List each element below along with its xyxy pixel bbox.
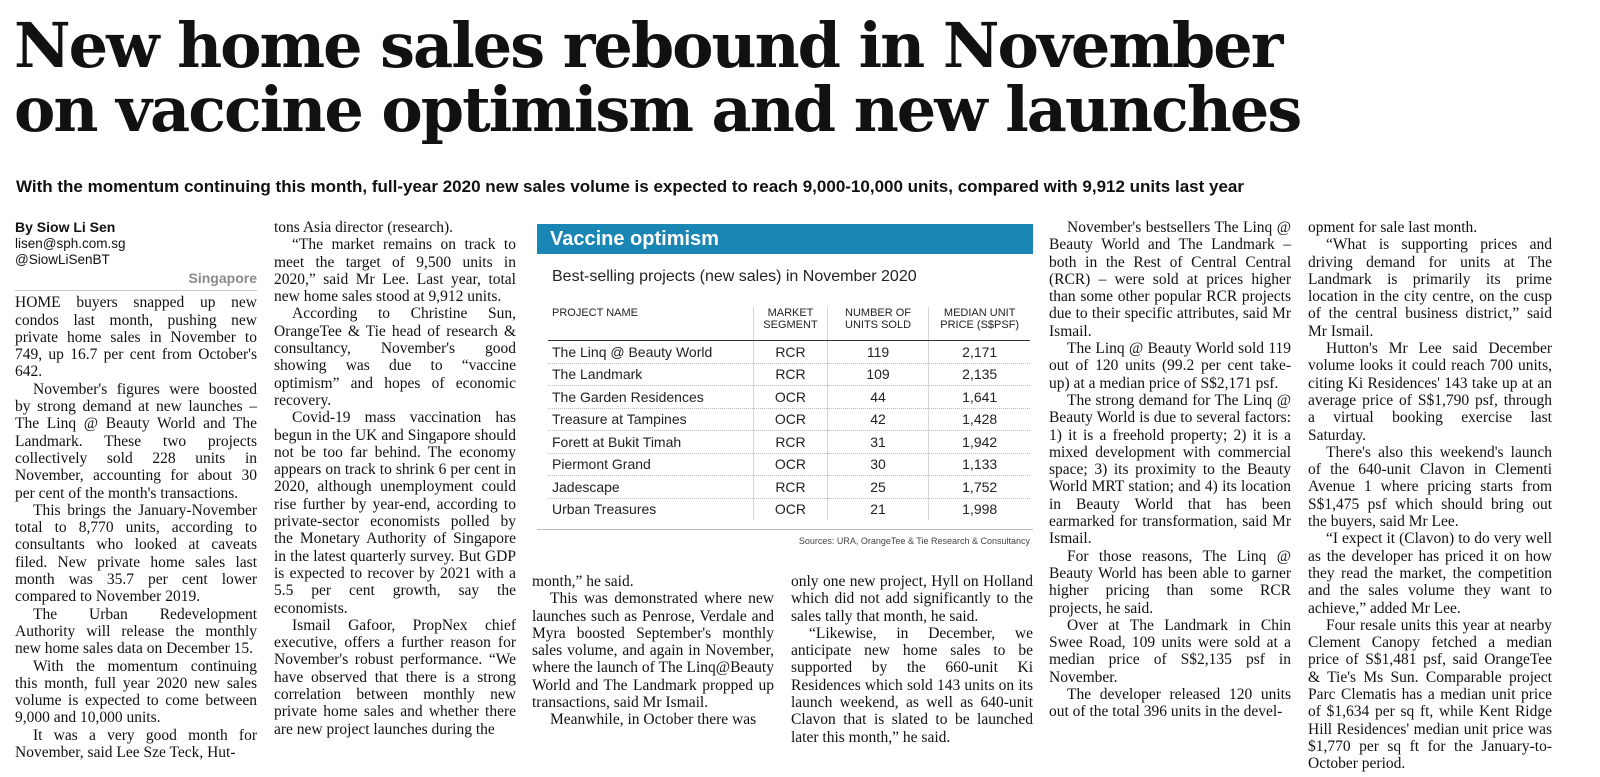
article-paragraph: The developer released 120 units out of the total 396 units in the devel- <box>1049 686 1291 721</box>
column-header-units-sold: NUMBER OF UNITS SOLD <box>827 307 929 341</box>
article-paragraph: opment for sale last month. <box>1308 219 1478 236</box>
units-sold-cell: 21 <box>827 498 929 520</box>
article-paragraph: The Linq @ Beauty World sold 119 out of 120 units (99.2 per cent take-up) at a median price of S$2,171 psf. <box>1049 340 1291 392</box>
median-price-cell: 2,135 <box>929 363 1030 386</box>
project-name-cell: Urban Treasures <box>552 501 657 518</box>
headline <box>14 9 1514 146</box>
column-4-body <box>791 573 1033 746</box>
article-column-4 <box>791 573 1033 746</box>
article-paragraph: only one new project, Hyll on Holland which did not add significantly to the sales tally that month, he said. <box>791 573 1033 625</box>
median-price-cell: 1,998 <box>929 498 1030 520</box>
article-paragraph: November's figures were boosted by strong demand at new launches – The Linq @ Beauty World and The Landmark. These two projects collectively sold 228 units in November, accounting for about 30 per cent of the month's transactions. <box>15 380 257 502</box>
graphic-title: Vaccine optimism <box>537 224 1033 254</box>
article-paragraph: It was a very good month for November, said Lee Sze Teck, Hut- <box>15 726 257 762</box>
units-sold-cell: 44 <box>827 386 929 409</box>
byline-handle: @SiowLiSenBT <box>15 252 110 267</box>
project-name-cell: Forett at Bukit Timah <box>548 431 754 454</box>
article-paragraph: Covid-19 mass vaccination has begun in the UK and Singapore should not be too far behind. The economy appears on track to shrink 6 per cent in 2020, although unemployment could rise further by year-end, according to private-sector economists polled by the Monetary Authority of Singapore in the latest quarterly survey. But GDP is expected to recover by 2021 with a 5.5 per cent growth, say the economists. <box>274 409 516 617</box>
standfirst: With the momentum continuing this month, full-year 2020 new sales volume is expected to reach 9,000-10,000 units, compared with 9,912 units last year <box>16 177 1244 196</box>
byline-rule <box>15 290 257 291</box>
table-row <box>548 386 1030 409</box>
market-segment-cell: OCR <box>754 453 827 476</box>
byline <box>15 219 257 268</box>
dateline: Singapore <box>188 270 257 286</box>
units-sold-cell: 42 <box>827 408 929 431</box>
article-paragraph: The strong demand for The Linq @ Beauty World is due to several factors: 1) it is a freehold property; 2) it is a mixed development with commercial space; 3) its proximity to the Beauty World MRT station; and 4) its location in Beauty World that has been earmarked for transformation, said Mr Ismail. <box>1049 391 1291 548</box>
column-1-body <box>15 294 257 761</box>
median-price-cell: 2,171 <box>929 341 1030 364</box>
table-row <box>548 408 1030 431</box>
headline-line-1: New home sales rebound in November <box>14 9 1282 82</box>
market-segment-cell: RCR <box>754 341 827 364</box>
headline-line-2: on vaccine optimism and new launches <box>14 73 1301 146</box>
article-paragraph: Over at The Landmark in Chin Swee Road, 109 units were sold at a median price of S$2,135 psf in November. <box>1049 616 1291 686</box>
article-paragraph: November's bestsellers The Linq @ Beauty World and The Landmark – both in the Rest of Central Central (RCR) – were sold at prices higher than some other popular RCR projects due to their specific attributes, said Mr Ismail. <box>1049 219 1291 340</box>
article-paragraph: “What is supporting prices and driving demand for units at The Landmark is primarily its prime location in the city centre, on the cusp of the central business district,” said Mr Ismail. <box>1308 236 1552 340</box>
market-segment-cell: OCR <box>754 386 827 409</box>
article-paragraph: month,” he said. <box>532 573 634 590</box>
column-header-project-name: PROJECT NAME <box>548 307 754 341</box>
median-price-cell: 1,428 <box>929 408 1030 431</box>
project-name-cell: The Landmark <box>548 363 754 386</box>
units-sold-cell: 25 <box>827 476 929 499</box>
units-sold-cell: 30 <box>827 453 929 476</box>
project-name-cell: Treasure at Tampines <box>548 408 754 431</box>
article-column-2 <box>274 219 516 738</box>
byline-email: lisen@sph.com.sg <box>15 236 126 251</box>
graphic-source: Sources: URA, OrangeTee & Tie Research & Consultancy <box>798 536 1030 546</box>
market-segment-cell: RCR <box>754 476 827 499</box>
article-paragraph: Ismail Gafoor, PropNex chief executive, offers a further reason for November's robust performance. “We have observed that there is a strong correlation between monthly new private home sales and whether there are new project launches during the <box>274 616 516 738</box>
vaccine-optimism-graphic <box>537 224 1033 551</box>
table-header-row <box>548 307 1030 341</box>
column-5-body <box>1049 219 1291 721</box>
units-sold-cell: 119 <box>827 341 929 364</box>
article-paragraph: There's also this weekend's launch of the 640-unit Clavon in Clementi Avenue 1 where pricing starts from S$1,475 psf which should bring out the buyers, said Mr Lee. <box>1308 443 1552 531</box>
project-name-cell: The Linq @ Beauty World <box>548 341 754 364</box>
table-row <box>548 431 1030 454</box>
article-paragraph: The Urban Redevelopment Authority will release the monthly new home sales data on December 15. <box>15 605 257 658</box>
article-paragraph: tons Asia director (research). <box>274 219 454 236</box>
units-sold-cell: 31 <box>827 431 929 454</box>
best-selling-projects-table <box>548 307 1030 520</box>
table-body <box>548 341 1030 521</box>
table-row <box>548 363 1030 386</box>
table-row <box>548 498 1030 520</box>
article-paragraph: “The market remains on track to meet the target of 9,500 units in 2020,” said Mr Lee. Last year, total new home sales stood at 9,912 units. <box>274 236 516 306</box>
project-name-cell: Jadescape <box>548 476 754 499</box>
column-2-body <box>274 219 516 738</box>
column-header-median-price: MEDIAN UNIT PRICE (S$PSF) <box>929 307 1030 341</box>
article-column-6 <box>1308 219 1552 773</box>
article-paragraph: According to Christine Sun, OrangeTee & Tie head of research & consultancy, November's good showing was due to “vaccine optimism” and hopes of economic recovery. <box>274 305 516 409</box>
graphic-subtitle: Best-selling projects (new sales) in November 2020 <box>552 268 917 285</box>
article-paragraph: Four resale units this year at nearby Clement Canopy fetched a median price of S$1,481 psf, said OrangeTee & Tie's Ms Sun. Comparable project Parc Clematis has a median unit price of $1,634 per sq ft, while Kent Ridge Hill Residences' median unit price was $1,770 per sq ft for the January-to-October period. <box>1308 616 1552 773</box>
article-paragraph: HOME buyers snapped up new condos last month, pushing new private home sales in November to 749, up 16.7 per cent from October's 642. <box>15 294 257 381</box>
market-segment-cell: RCR <box>754 431 827 454</box>
column-6-body <box>1308 219 1552 773</box>
article-paragraph: “Likewise, in December, we anticipate new home sales to be supported by the 660-unit Ki Residences which sold 143 units on its launch weekend, as well as 640-unit Clavon that is slated to be launched later this month,” he said. <box>791 624 1033 746</box>
article-paragraph: With the momentum continuing this month, full year 2020 new sales volume is expected to come between 9,000 and 10,000 units. <box>15 657 257 727</box>
units-sold-cell: 109 <box>827 363 929 386</box>
article-column-3 <box>532 573 774 729</box>
median-price-cell: 1,752 <box>929 476 1030 499</box>
median-price-cell: 1,641 <box>929 386 1030 409</box>
article-paragraph: For those reasons, The Linq @ Beauty World has been able to garner higher pricing than some RCR projects, he said. <box>1049 547 1291 617</box>
market-segment-cell: RCR <box>754 363 827 386</box>
market-segment-cell: OCR <box>754 498 827 520</box>
median-price-cell: 1,133 <box>929 453 1030 476</box>
article-paragraph: “I expect it (Clavon) to do very well as the developer has priced it on how they read the market, the competition and the sales volume they want to achieve,” added Mr Lee. <box>1308 530 1552 617</box>
table-row <box>548 476 1030 499</box>
project-name-cell: The Garden Residences <box>548 386 754 409</box>
byline-author: By Siow Li Sen <box>15 219 116 235</box>
table-row <box>548 453 1030 476</box>
article-paragraph: This was demonstrated where new launches such as Penrose, Verdale and Myra boosted September's monthly sales volume, and again in November, where the launch of The Linq@Beauty World and The Landmark propped up transactions, said Mr Ismail. <box>532 590 774 712</box>
article-paragraph: This brings the January-November total to 8,770 units, according to consultants who looked at caveats filed. New private home sales last month was 35.7 per cent lower compared to November 2019. <box>15 501 257 606</box>
article-paragraph: Hutton's Mr Lee said December volume looks it could reach 700 units, citing Ki Residences' 143 take up at an average price of S$1,790 psf, through a virtual booking exercise last Saturday. <box>1308 340 1552 444</box>
article-paragraph: Meanwhile, in October there was <box>550 711 757 729</box>
graphic-bottom-rule <box>537 529 1033 530</box>
column-3-body <box>532 573 774 729</box>
median-price-cell: 1,942 <box>929 431 1030 454</box>
article-column-1 <box>15 219 257 761</box>
column-header-market-segment: MARKET SEGMENT <box>754 307 827 341</box>
table-row <box>548 341 1030 364</box>
market-segment-cell: OCR <box>754 408 827 431</box>
article-column-5 <box>1049 219 1291 721</box>
project-name-cell: Piermont Grand <box>548 453 754 476</box>
